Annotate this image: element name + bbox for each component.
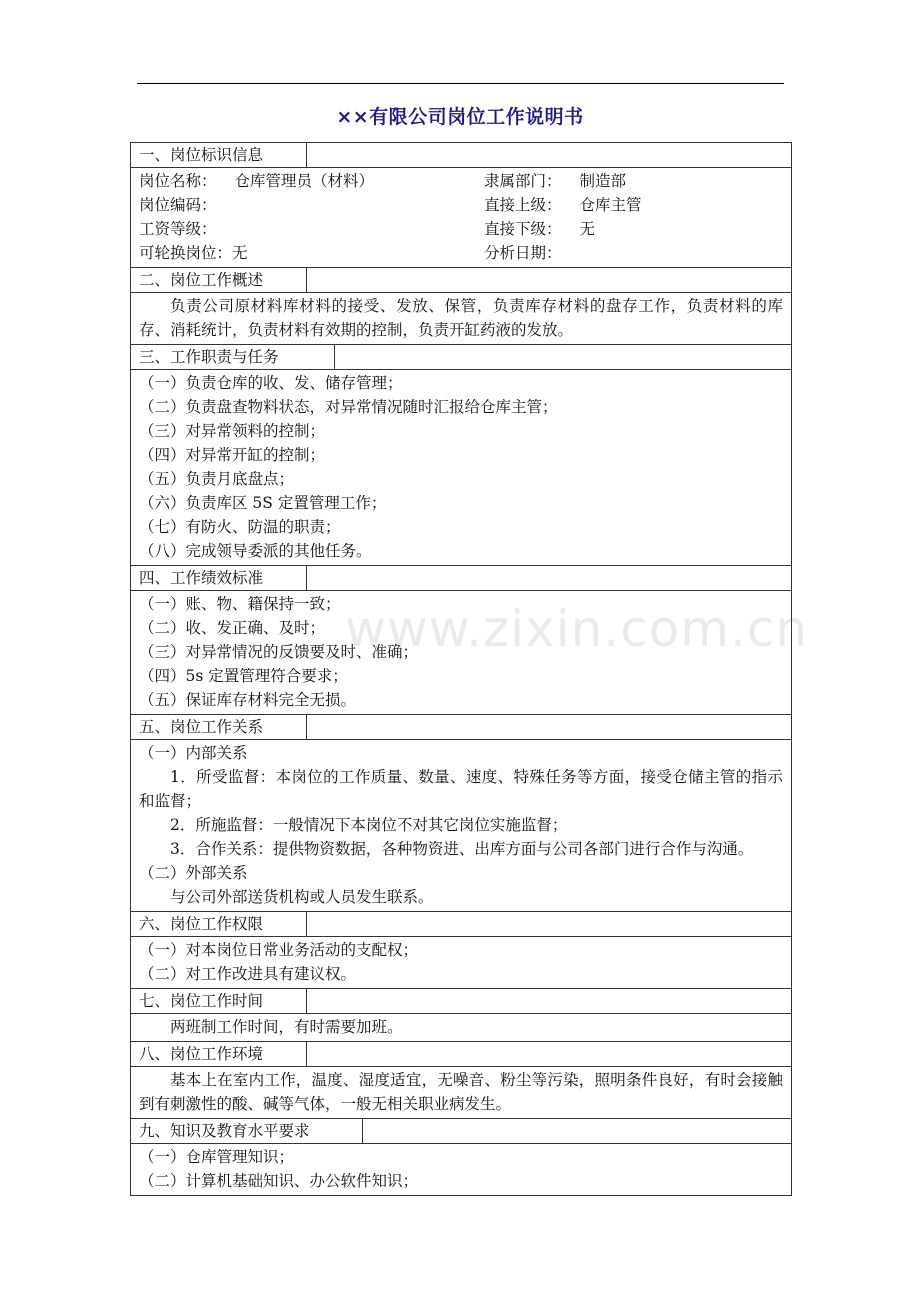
section-9-heading: 九、知识及教育水平要求 (131, 1119, 363, 1143)
info-field (139, 217, 484, 241)
section-7-header (131, 988, 791, 1013)
section-7-heading: 七、岗位工作时间 (131, 989, 307, 1013)
identity-info-grid (139, 169, 783, 265)
duty-item: （二）负责盘查物料状态，对异常情况随时汇报给仓库主管； (139, 398, 558, 416)
duty-item: （四）对异常开缸的控制； (139, 446, 326, 464)
section-5-body (131, 739, 791, 911)
header-rule (137, 83, 784, 84)
supervised-by-text: 1．所受监督：本岗位的工作质量、数量、速度、特殊任务等方面，接受仓储主管的指示和监督； (139, 768, 783, 810)
info-field (484, 241, 783, 265)
section-4-header (131, 565, 791, 590)
performance-item: （一）账、物、籍保持一致； (139, 595, 341, 613)
section-7-body (131, 1013, 791, 1041)
section-2-heading: 二、岗位工作概述 (131, 268, 307, 292)
section-9-header (131, 1118, 791, 1143)
knowledge-item: （二）计算机基础知识、办公软件知识； (139, 1172, 419, 1190)
section-5-heading: 五、岗位工作关系 (131, 715, 307, 739)
info-field-value: 无 (579, 220, 596, 238)
section-1-header (131, 142, 791, 167)
section-8-header (131, 1041, 791, 1066)
info-field (484, 169, 783, 193)
supervises-text: 2．所施监督：一般情况下本岗位不对其它岗位实施监督； (170, 816, 568, 834)
knowledge-item: （一）仓库管理知识； (139, 1148, 295, 1166)
duty-item: （七）有防火、防温的职责； (139, 518, 341, 536)
info-field-label: 分析日期： (484, 244, 562, 262)
work-environment-text: 基本上在室内工作，温度、湿度适宜，无噪音、粉尘等污染，照明条件良好，有时会接触到有刺激性的酸、碱等气体，一般无相关职业病发生。 (139, 1071, 783, 1113)
job-summary-text: 负责公司原材料库材料的接受、发放、保管，负责库存材料的盘存工作，负责材料的库存、消耗统计，负责材料有效期的控制，负责开缸药液的发放。 (139, 297, 783, 339)
duty-item: （一）负责仓库的收、发、储存管理； (139, 374, 403, 392)
performance-item: （四）5s 定置管理符合要求； (139, 667, 348, 685)
authority-item: （一）对本岗位日常业务活动的支配权； (139, 941, 419, 959)
duty-item: （三）对异常领料的控制； (139, 422, 326, 440)
section-2-header (131, 267, 791, 292)
authority-item: （二）对工作改进具有建议权。 (139, 965, 357, 983)
info-field (139, 241, 484, 265)
section-6-header (131, 911, 791, 936)
performance-item: （三）对异常情况的反馈要及时、准确； (139, 643, 419, 661)
external-relations-title: （二）外部关系 (139, 864, 248, 882)
job-description-table (130, 142, 792, 1196)
info-field-label: 直接上级： (484, 196, 562, 214)
section-3-header (131, 344, 791, 369)
external-relations-text: 与公司外部送货机构或人员发生联系。 (170, 888, 434, 906)
section-6-body (131, 936, 791, 988)
section-8-heading: 八、岗位工作环境 (131, 1042, 307, 1066)
internal-relations-title: （一）内部关系 (139, 744, 248, 762)
info-field-label: 工资等级： (139, 220, 217, 238)
info-field-label: 直接下级： (484, 220, 562, 238)
section-8-body (131, 1066, 791, 1118)
info-field (139, 169, 484, 193)
watermark: www.zixin.com.cn (345, 600, 809, 658)
info-field-label: 隶属部门： (484, 172, 562, 190)
work-time-text: 两班制工作时间，有时需要加班。 (170, 1018, 403, 1036)
performance-item: （五）保证库存材料完全无损。 (139, 691, 357, 709)
section-6-heading: 六、岗位工作权限 (131, 912, 307, 936)
performance-item: （二）收、发正确、及时； (139, 619, 326, 637)
info-field-value: 无 (232, 244, 248, 262)
section-1-heading: 一、岗位标识信息 (131, 143, 307, 167)
section-1-body (131, 167, 791, 267)
info-field-label: 岗位名称： (139, 172, 217, 190)
info-field (484, 193, 783, 217)
info-field-value: 仓库管理员（材料） (234, 172, 375, 190)
info-field-value: 制造部 (579, 172, 627, 190)
document-title: ××有限公司岗位工作说明书 (336, 106, 584, 128)
duty-item: （五）负责月底盘点； (139, 470, 295, 488)
section-3-heading: 三、工作职责与任务 (131, 345, 335, 369)
duty-item: （六）负责库区 5S 定置管理工作； (139, 494, 387, 512)
info-field-label: 可轮换岗位： (139, 244, 233, 262)
section-5-header (131, 714, 791, 739)
info-field (139, 193, 484, 217)
section-4-heading: 四、工作绩效标准 (131, 566, 307, 590)
info-field-value: 仓库主管 (579, 196, 642, 214)
section-4-body (131, 590, 791, 714)
section-3-body (131, 369, 791, 565)
duty-item: （八）完成领导委派的其他任务。 (139, 542, 372, 560)
section-2-body (131, 292, 791, 344)
info-field (484, 217, 783, 241)
section-9-body (131, 1143, 791, 1195)
info-field-label: 岗位编码： (139, 196, 217, 214)
cooperation-text: 3．合作关系：提供物资数据，各种物资进、出库方面与公司各部门进行合作与沟通。 (170, 840, 754, 858)
